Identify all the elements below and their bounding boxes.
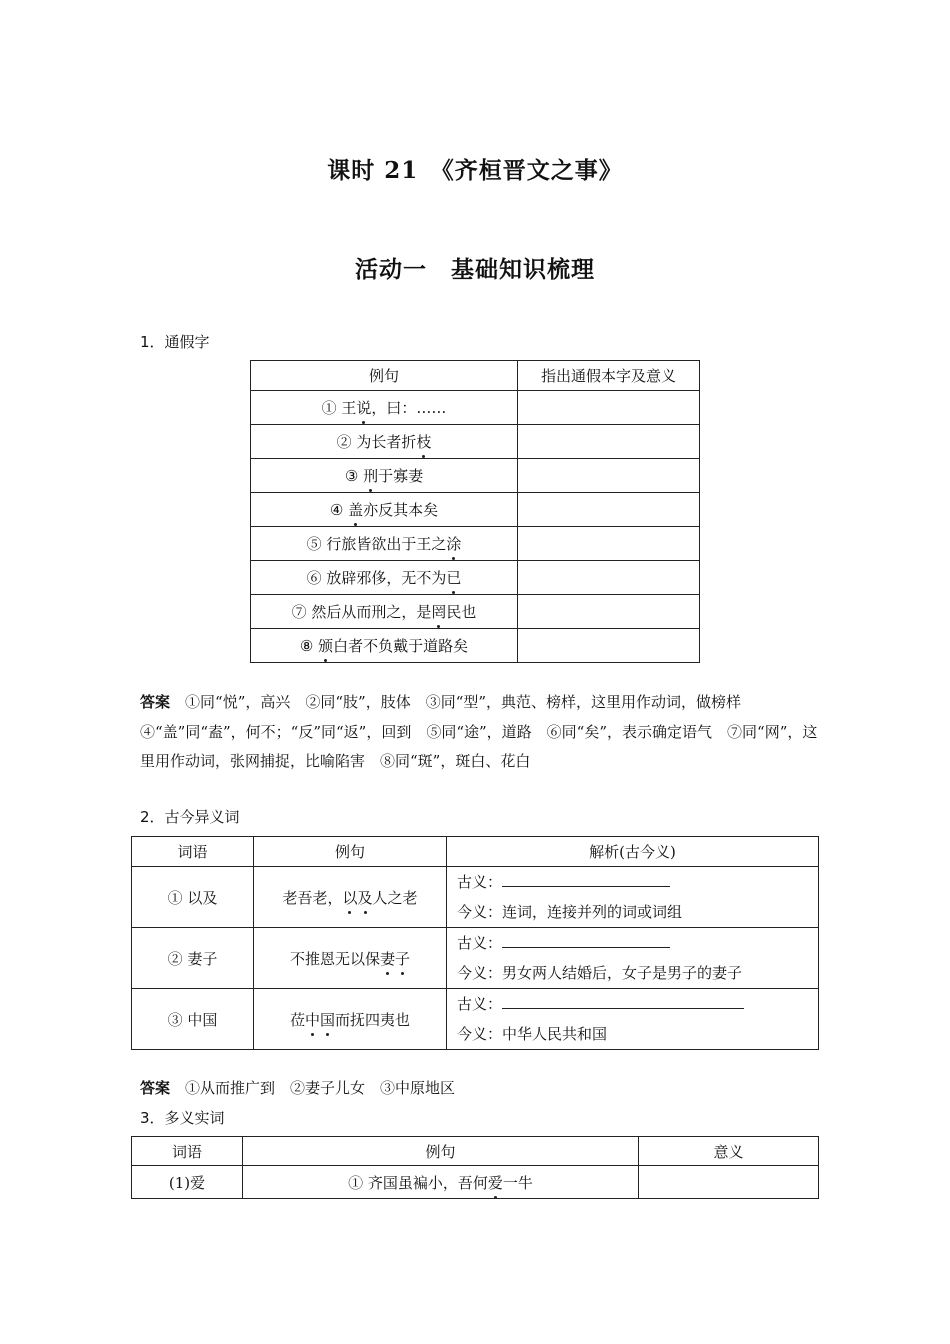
word-text: ② 妻子 bbox=[167, 949, 218, 968]
header-word: 词语 bbox=[132, 1137, 243, 1166]
sentence-text: 亦反其本矣 bbox=[363, 501, 439, 519]
word-text: ③ 中国 bbox=[167, 1010, 218, 1029]
old-meaning-line bbox=[447, 989, 818, 1019]
modern-meaning-line bbox=[447, 1019, 818, 1049]
sentence-cell bbox=[254, 867, 447, 928]
tongjia-table bbox=[250, 360, 700, 663]
table-row bbox=[251, 459, 700, 493]
table-row bbox=[132, 928, 819, 989]
table-row bbox=[251, 629, 700, 663]
answer-label: 答案 bbox=[140, 1079, 171, 1097]
emphasized-char: 以 bbox=[342, 888, 358, 907]
item-number: ⑧ bbox=[299, 637, 314, 655]
section3-heading: 3．多义实词 bbox=[140, 1109, 225, 1127]
word-text: (1)爱 bbox=[168, 1173, 206, 1192]
example-cell bbox=[251, 459, 518, 493]
answer-blank-cell bbox=[518, 425, 700, 459]
word-cell bbox=[132, 928, 254, 989]
header-sentence: 例句 bbox=[254, 837, 447, 867]
sentence-text: 然后从而刑之，是 bbox=[311, 603, 432, 621]
word-cell bbox=[132, 989, 254, 1050]
word-cell bbox=[132, 1166, 243, 1199]
header-meaning: 意义 bbox=[639, 1137, 819, 1166]
emphasized-char: 涂 bbox=[446, 535, 462, 553]
old-meaning-line bbox=[447, 867, 818, 897]
duoyi-table bbox=[131, 1136, 819, 1199]
answer-blank-cell bbox=[518, 391, 700, 425]
example-cell bbox=[251, 391, 518, 425]
word-text: ① 以及 bbox=[167, 888, 218, 907]
sentence-text: 而抚四夷也 bbox=[335, 1010, 411, 1029]
answer-blank-cell bbox=[518, 493, 700, 527]
emphasized-char: 盖 bbox=[348, 501, 364, 519]
answer-text: ①从而推广到 ②妻子儿女 ③中原地区 bbox=[185, 1079, 456, 1097]
example-cell bbox=[251, 595, 518, 629]
table-row bbox=[251, 595, 700, 629]
answer-blank-cell bbox=[518, 527, 700, 561]
table-row bbox=[251, 391, 700, 425]
emphasized-char: 颁 bbox=[318, 637, 334, 655]
answer-label: 答案 bbox=[140, 693, 171, 711]
sentence-text: 一牛 bbox=[502, 1173, 533, 1192]
modern-meaning-text: 今义：中华人民共和国 bbox=[457, 1025, 608, 1043]
analysis-cell bbox=[447, 989, 819, 1050]
example-cell bbox=[251, 493, 518, 527]
modern-meaning-text: 今义：男女两人结婚后，女子是男子的妻子 bbox=[457, 964, 743, 982]
header-analysis: 解析(古今义) bbox=[447, 837, 819, 867]
item-number: ① bbox=[321, 399, 337, 417]
gujin-table bbox=[131, 836, 819, 1050]
table-row bbox=[251, 527, 700, 561]
table-row bbox=[251, 493, 700, 527]
emphasized-char: 枝 bbox=[416, 433, 432, 451]
modern-meaning-text: 今义：连词，连接并列的词或词组 bbox=[457, 903, 683, 921]
answer-text: ①同“悦”，高兴 ②同“肢”，肢体 ③同“型”，典范、榜样，这里用作动词，做榜样 ④“盖”同“盍”，何不；“反”同“返”，回到 ⑤同“途”，道路 ⑥同“矣”，表示确定语气 ⑦同“网”，这里用作动词，张网捕捉，比喻陷害 ⑧同“斑”，斑白、花白 bbox=[140, 693, 818, 770]
fill-blank-line[interactable] bbox=[502, 933, 670, 948]
fill-blank-line[interactable] bbox=[502, 872, 670, 887]
item-number: ⑤ bbox=[306, 535, 322, 553]
sentence-text: ，曰：…… bbox=[371, 399, 447, 417]
answer-blank-cell bbox=[518, 459, 700, 493]
analysis-cell bbox=[447, 867, 819, 928]
old-meaning-line bbox=[447, 928, 818, 958]
emphasized-char: 已 bbox=[446, 569, 462, 587]
example-cell bbox=[251, 425, 518, 459]
sentence-text: 老吾老， bbox=[282, 888, 343, 907]
meaning-blank-cell bbox=[639, 1166, 819, 1199]
sentence-cell bbox=[243, 1166, 639, 1199]
word-cell bbox=[132, 867, 254, 928]
emphasized-char: 国 bbox=[320, 1010, 336, 1029]
emphasized-char: 爱 bbox=[487, 1173, 503, 1192]
header-sentence: 例句 bbox=[243, 1137, 639, 1166]
lesson-title: 课时 21 《齐桓晋文之事》 bbox=[327, 157, 623, 184]
old-meaning-label: 古义： bbox=[457, 995, 503, 1013]
sentence-text: 放辟邪侈，无不为 bbox=[326, 569, 447, 587]
section1-heading: 1．通假字 bbox=[140, 333, 210, 351]
sentence-text: 人之老 bbox=[372, 888, 418, 907]
sentence-text: 齐国虽褊小，吾何 bbox=[367, 1173, 488, 1192]
section2-answer bbox=[140, 1074, 820, 1104]
example-cell bbox=[251, 527, 518, 561]
answer-blank-cell bbox=[518, 629, 700, 663]
sentence-text: 不推恩无以保 bbox=[289, 949, 380, 968]
item-number: ④ bbox=[329, 501, 344, 519]
emphasized-char: 中 bbox=[304, 1010, 320, 1029]
fill-blank-line[interactable] bbox=[502, 994, 744, 1009]
item-number: ⑦ bbox=[291, 603, 307, 621]
header-word: 词语 bbox=[132, 837, 254, 867]
old-meaning-label: 古义： bbox=[457, 873, 503, 891]
sentence-cell bbox=[254, 928, 447, 989]
answer-blank-cell bbox=[518, 561, 700, 595]
example-cell bbox=[251, 561, 518, 595]
sentence-text: 民也 bbox=[446, 603, 477, 621]
sentence-text: 王 bbox=[341, 399, 357, 417]
table-row bbox=[132, 989, 819, 1050]
sentence-cell bbox=[254, 989, 447, 1050]
emphasized-char: 妻 bbox=[379, 949, 395, 968]
answer-blank-cell bbox=[518, 595, 700, 629]
sentence-text: 于寡妻 bbox=[378, 467, 424, 485]
item-number: ③ bbox=[344, 467, 359, 485]
section2-heading: 2．古今异义词 bbox=[140, 808, 240, 826]
header-example: 例句 bbox=[251, 361, 518, 391]
modern-meaning-line bbox=[447, 958, 818, 988]
sentence-text: 白者不负戴于道路矣 bbox=[333, 637, 469, 655]
section1-answer bbox=[140, 688, 820, 777]
emphasized-char: 子 bbox=[395, 949, 411, 968]
sentence-text: 行旅皆欲出于王之 bbox=[326, 535, 447, 553]
header-meaning: 指出通假本字及意义 bbox=[518, 361, 700, 391]
item-number: ② bbox=[336, 433, 352, 451]
emphasized-char: 及 bbox=[357, 888, 373, 907]
old-meaning-label: 古义： bbox=[457, 934, 503, 952]
emphasized-char: 说 bbox=[356, 399, 372, 417]
example-cell bbox=[251, 629, 518, 663]
modern-meaning-line bbox=[447, 897, 818, 927]
activity-title: 活动一 基础知识梳理 bbox=[355, 256, 595, 283]
item-number: ① bbox=[348, 1173, 364, 1192]
sentence-text: 莅 bbox=[289, 1010, 305, 1029]
table-row bbox=[132, 867, 819, 928]
analysis-cell bbox=[447, 928, 819, 989]
emphasized-char: 刑 bbox=[363, 467, 379, 485]
table-row bbox=[251, 561, 700, 595]
table-row bbox=[132, 1166, 819, 1199]
emphasized-char: 罔 bbox=[431, 603, 447, 621]
sentence-text: 为长者折 bbox=[356, 433, 417, 451]
item-number: ⑥ bbox=[306, 569, 322, 587]
table-row bbox=[251, 425, 700, 459]
